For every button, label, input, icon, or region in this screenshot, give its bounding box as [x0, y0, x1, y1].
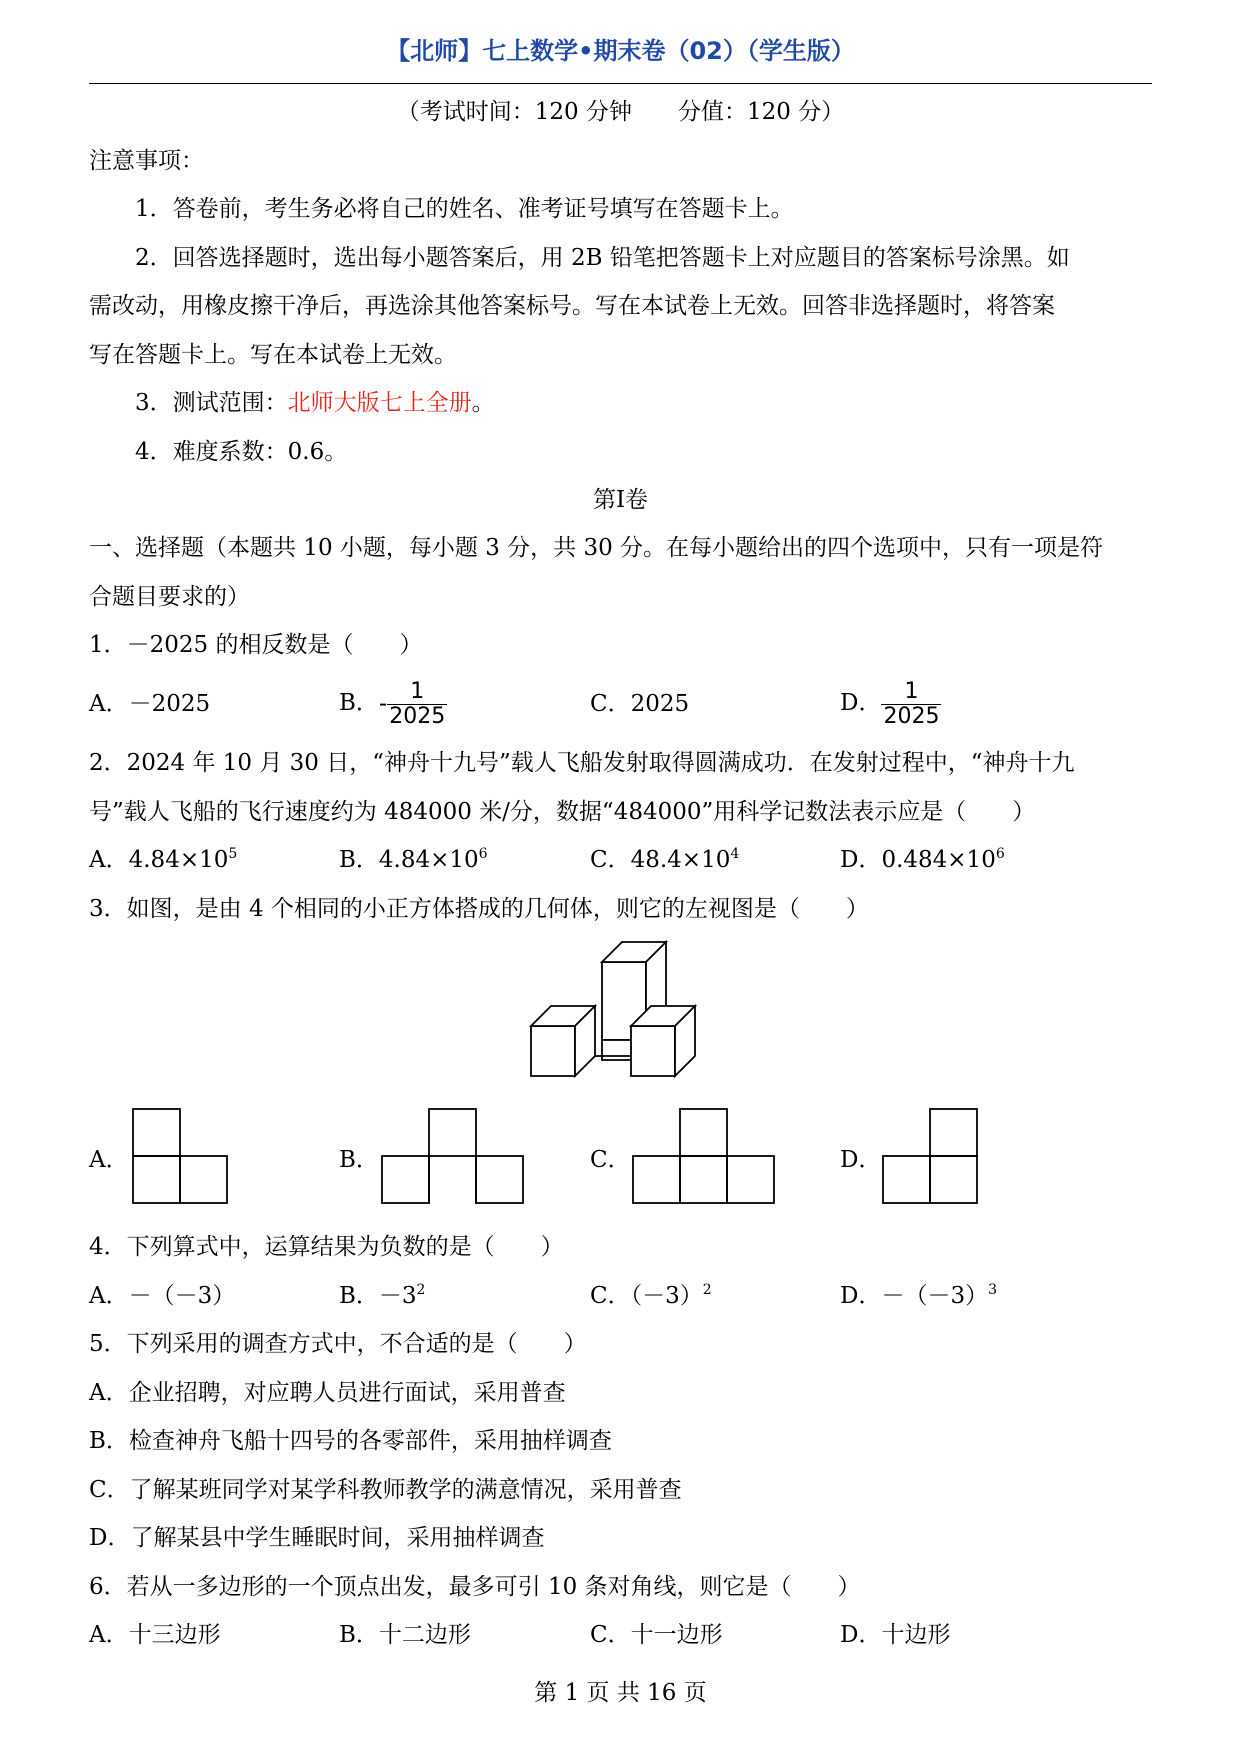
q5-option-a: A．企业招聘，对应聘人员进行面试，采用普查 [89, 1380, 566, 1406]
q6-stem: 6．若从一多边形的一个顶点出发，最多可引 10 条对角线，则它是（ ） [89, 1574, 861, 1600]
q6-option-d: D．十边形 [840, 1622, 951, 1648]
notice-item-3-prefix: 3．测试范围： [135, 390, 288, 416]
q2-option-a [89, 845, 237, 875]
q2-option-c-base: C．48.4×10 [590, 847, 731, 873]
q1-option-b-label: B． [339, 690, 379, 716]
q4-option-d-exponent: 3 [988, 1282, 997, 1298]
q4-option-b-exponent: 2 [416, 1282, 426, 1298]
notice-item-3-suffix: 。 [471, 390, 495, 416]
q1-stem: 1．－2025 的相反数是（ ） [89, 632, 423, 658]
exam-info: （考试时间：120 分钟 分值：120 分） [396, 99, 845, 125]
q2-option-c [590, 845, 739, 875]
q3-option-d-view [882, 1108, 978, 1204]
header-title: 【北师】七上数学•期末卷（02）（学生版） [386, 37, 855, 65]
q2-option-b-exponent: 6 [478, 846, 488, 862]
q3-option-a-view [132, 1108, 228, 1204]
q2-option-a-exponent: 5 [228, 846, 238, 862]
q4-option-b-base: B．－3 [339, 1283, 417, 1309]
notice-item-1: 1．答卷前，考生务必将自己的姓名、准考证号填写在答题卡上。 [135, 196, 794, 222]
q1-option-b-sign: - [378, 691, 388, 717]
q4-option-c [590, 1281, 712, 1311]
section-1-heading-line-2: 合题目要求的） [89, 584, 250, 610]
q1-option-d-fraction [881, 680, 941, 729]
notice-item-2-line-1: 2．回答选择题时，选出每小题答案后，用 2B 铅笔把答题卡上对应题目的答案标号涂黑。如 [135, 245, 1070, 271]
q4-option-a: A．－（－3） [89, 1283, 236, 1309]
q3-option-b-view [381, 1108, 524, 1204]
notice-item-3 [135, 388, 495, 418]
q4-option-d-base: D．－（－3） [840, 1283, 989, 1309]
section-1-heading-line-1: 一、选择题（本题共 10 小题，每小题 3 分，共 30 分。在每小题给出的四个选项中，只有一项是符 [89, 535, 1104, 561]
notice-item-2-line-3: 写在答题卡上。写在本试卷上无效。 [89, 342, 457, 368]
q5-stem: 5．下列采用的调查方式中，不合适的是（ ） [89, 1331, 587, 1357]
q1-option-d-numerator: 1 [904, 678, 919, 704]
q4-option-c-base: C．（－3） [590, 1283, 703, 1309]
q6-option-b: B．十二边形 [339, 1622, 471, 1648]
q1-option-d-denominator: 2025 [883, 703, 940, 729]
notice-item-2-line-2: 需改动，用橡皮擦干净后，再选涂其他答案标号。写在本试卷上无效。回答非选择题时，将答案 [89, 293, 1055, 319]
q2-option-b-base: B．4.84×10 [339, 847, 479, 873]
q2-option-d [840, 845, 1005, 875]
q2-option-b [339, 845, 488, 875]
q2-option-d-exponent: 6 [995, 846, 1005, 862]
q2-stem-line-1: 2．2024 年 10 月 30 日，“神舟十九号”载人飞船发射取得圆满成功．在发射过程中，“神舟十九 [89, 750, 1075, 776]
q4-option-b [339, 1281, 425, 1311]
q3-option-c-label: C． [590, 1147, 631, 1173]
q4-stem: 4．下列算式中，运算结果为负数的是（ ） [89, 1234, 564, 1260]
q2-option-d-base: D．0.484×10 [840, 847, 996, 873]
notice-item-4: 4．难度系数：0.6。 [135, 439, 348, 465]
q3-stem: 3．如图，是由 4 个相同的小正方体搭成的几何体，则它的左视图是（ ） [89, 896, 869, 922]
q4-option-c-exponent: 2 [702, 1282, 712, 1298]
notice-item-3-range: 北师大版七上全册 [287, 390, 472, 416]
q1-option-b-fraction [387, 680, 447, 729]
q3-option-a-label: A． [89, 1147, 129, 1173]
q2-option-a-base: A．4.84×10 [89, 847, 229, 873]
q1-option-a: A．－2025 [89, 691, 211, 717]
q3-option-c-view [632, 1108, 775, 1204]
q1-option-d [840, 674, 941, 732]
q5-option-c: C．了解某班同学对某学科教师教学的满意情况，采用普查 [89, 1477, 682, 1503]
page-footer: 第 1 页 共 16 页 [534, 1680, 707, 1706]
q1-option-d-label: D． [840, 690, 882, 716]
q1-option-c: C．2025 [590, 691, 690, 717]
q1-option-b-denominator: 2025 [389, 703, 446, 729]
q6-option-c: C．十一边形 [590, 1622, 723, 1648]
q5-option-d: D．了解某县中学生睡眠时间，采用抽样调查 [89, 1525, 545, 1551]
notice-title: 注意事项： [89, 148, 204, 174]
q2-option-c-exponent: 4 [730, 846, 740, 862]
q2-stem-line-2: 号”载人飞船的飞行速度约为 484000 米/分，数据“484000”用科学记数法表示应是（ ） [89, 799, 1036, 825]
q1-option-b [339, 674, 447, 733]
q4-option-d [840, 1281, 997, 1311]
header-divider [89, 83, 1152, 84]
q5-option-b: B．检查神舟飞船十四号的各零部件，采用抽样调查 [89, 1428, 612, 1454]
q3-option-d-label: D． [840, 1147, 882, 1173]
q3-option-b-label: B． [339, 1147, 379, 1173]
q3-cube-figure [530, 935, 710, 1085]
q1-option-b-numerator: 1 [410, 678, 425, 704]
q6-option-a: A．十三边形 [89, 1622, 221, 1648]
volume-title: 第I卷 [592, 487, 649, 513]
